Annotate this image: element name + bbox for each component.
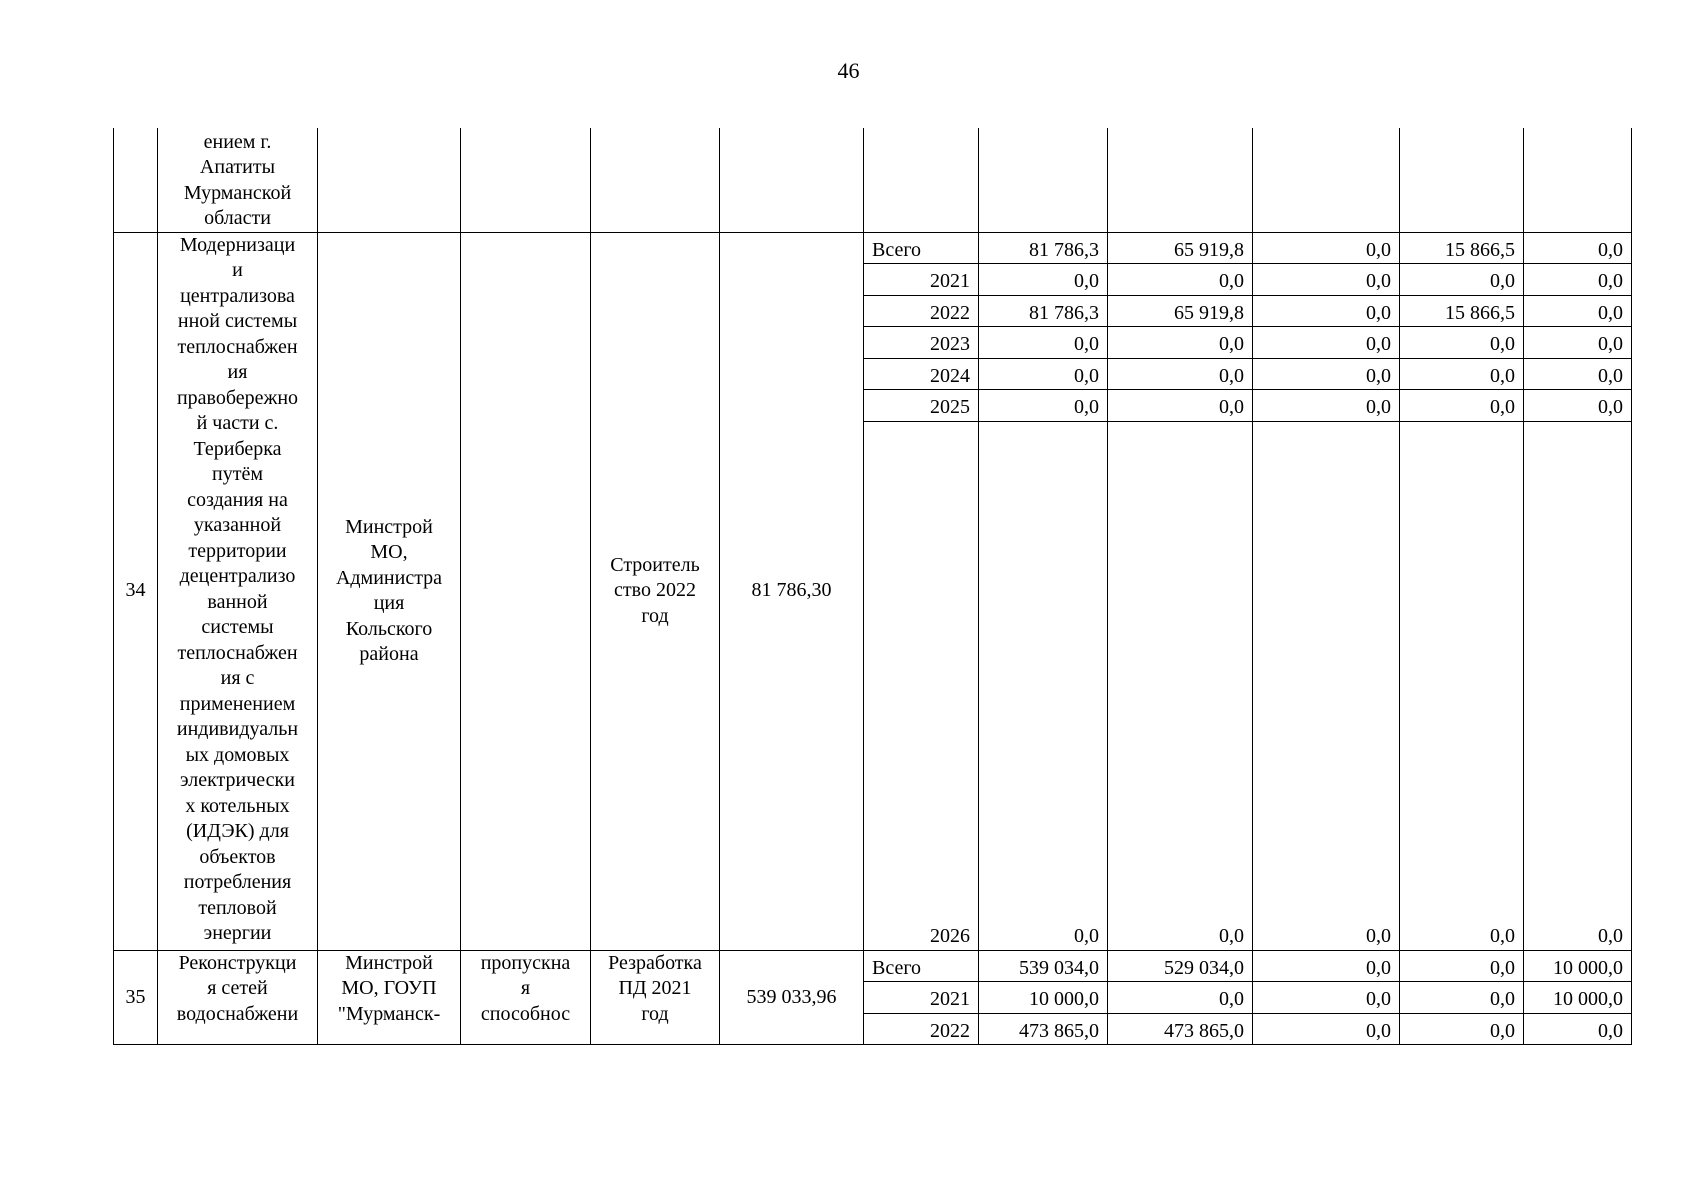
- cell-value-5: 0,0: [1524, 264, 1632, 296]
- investment-table: [113, 128, 1632, 1045]
- cell-value-1: 0,0: [979, 421, 1108, 950]
- cell-value-2: 0,0: [1108, 390, 1253, 422]
- cell-value-2: 0,0: [1108, 358, 1253, 390]
- cell-value-3: 0,0: [1253, 421, 1400, 950]
- cell-value-5: 0,0: [1524, 1013, 1632, 1045]
- cell-capacity: [461, 128, 591, 232]
- cell-value-3: 0,0: [1253, 982, 1400, 1014]
- cell-value-1: [979, 128, 1108, 232]
- cell-value-4: 0,0: [1400, 1013, 1524, 1045]
- cell-value-2: 0,0: [1108, 264, 1253, 296]
- cell-year: 2021: [864, 982, 979, 1014]
- cell-value-1: 539 034,0: [979, 950, 1108, 982]
- cell-year: Всего: [864, 950, 979, 982]
- cell-stage: Резработка ПД 2021 год: [591, 950, 720, 1045]
- cell-value-1: 10 000,0: [979, 982, 1108, 1014]
- cell-value-5: 0,0: [1524, 421, 1632, 950]
- page-number: 46: [837, 58, 860, 83]
- cell-value-4: 0,0: [1400, 358, 1524, 390]
- cell-value-3: [1253, 128, 1400, 232]
- cell-executor: [318, 128, 461, 232]
- cell-value-1: 0,0: [979, 327, 1108, 359]
- cell-num: 34: [114, 232, 158, 950]
- cell-year: 2021: [864, 264, 979, 296]
- cell-value-5: 0,0: [1524, 295, 1632, 327]
- cell-value-3: 0,0: [1253, 295, 1400, 327]
- cell-cost: 539 033,96: [720, 950, 864, 1045]
- cell-value-2: 65 919,8: [1108, 295, 1253, 327]
- cell-value-3: 0,0: [1253, 232, 1400, 264]
- cell-value-2: 0,0: [1108, 421, 1253, 950]
- cell-stage: [591, 128, 720, 232]
- cell-value-4: 0,0: [1400, 950, 1524, 982]
- cell-value-1: 0,0: [979, 264, 1108, 296]
- cell-year: 2025: [864, 390, 979, 422]
- cell-value-2: 529 034,0: [1108, 950, 1253, 982]
- cell-num: 35: [114, 950, 158, 1045]
- cell-value-2: 0,0: [1108, 982, 1253, 1014]
- cell-capacity: [461, 232, 591, 950]
- cell-value-5: 0,0: [1524, 390, 1632, 422]
- cell-object-name: Модернизаци и централизова нной системы теплоснабжен ия правобережно й части с. Териберка путём создания на указанной территории децентрализо ванной системы теплоснабжен ия с применением индивидуальн ых домовых электрически х котельных (ИДЭК) для объектов потребления тепловой энергии: [158, 232, 318, 950]
- cell-value-4: 0,0: [1400, 982, 1524, 1014]
- cell-value-3: 0,0: [1253, 358, 1400, 390]
- cell-value-5: 10 000,0: [1524, 982, 1632, 1014]
- cell-stage: Строитель ство 2022 год: [591, 232, 720, 950]
- cell-executor: Минстрой МО, Администра ция Кольского района: [318, 232, 461, 950]
- cell-num: [114, 128, 158, 232]
- cell-value-1: 473 865,0: [979, 1013, 1108, 1045]
- cell-value-3: 0,0: [1253, 264, 1400, 296]
- cell-year: 2026: [864, 421, 979, 950]
- cell-value-4: 15 866,5: [1400, 232, 1524, 264]
- cell-capacity: пропускна я способнос: [461, 950, 591, 1045]
- cell-year: 2024: [864, 358, 979, 390]
- table-row: [114, 232, 1632, 264]
- cell-executor: Минстрой МО, ГОУП "Мурманск-: [318, 950, 461, 1045]
- cell-value-3: 0,0: [1253, 390, 1400, 422]
- cell-value-2: 65 919,8: [1108, 232, 1253, 264]
- cell-value-5: 0,0: [1524, 232, 1632, 264]
- cell-value-3: 0,0: [1253, 950, 1400, 982]
- cell-value-4: [1400, 128, 1524, 232]
- cell-value-4: 15 866,5: [1400, 295, 1524, 327]
- cell-value-3: 0,0: [1253, 327, 1400, 359]
- cell-year: 2022: [864, 1013, 979, 1045]
- cell-value-5: 0,0: [1524, 327, 1632, 359]
- cell-value-1: 81 786,3: [979, 295, 1108, 327]
- cell-year: 2022: [864, 295, 979, 327]
- cell-value-1: 0,0: [979, 390, 1108, 422]
- cell-value-3: 0,0: [1253, 1013, 1400, 1045]
- cell-cost: 81 786,30: [720, 232, 864, 950]
- cell-object-name: ением г. Апатиты Мурманской области: [158, 128, 318, 232]
- cell-cost: [720, 128, 864, 232]
- cell-object-name: Реконструкци я сетей водоснабжени: [158, 950, 318, 1045]
- cell-year: 2023: [864, 327, 979, 359]
- cell-year: Всего: [864, 232, 979, 264]
- table-row: [114, 950, 1632, 982]
- cell-value-4: 0,0: [1400, 327, 1524, 359]
- cell-value-4: 0,0: [1400, 421, 1524, 950]
- cell-value-4: 0,0: [1400, 264, 1524, 296]
- table-row-continuation: [114, 128, 1632, 232]
- cell-value-2: [1108, 128, 1253, 232]
- cell-value-4: 0,0: [1400, 390, 1524, 422]
- cell-value-2: 0,0: [1108, 327, 1253, 359]
- cell-value-5: [1524, 128, 1632, 232]
- cell-value-5: 0,0: [1524, 358, 1632, 390]
- cell-value-1: 81 786,3: [979, 232, 1108, 264]
- cell-value-5: 10 000,0: [1524, 950, 1632, 982]
- cell-year: [864, 128, 979, 232]
- cell-value-1: 0,0: [979, 358, 1108, 390]
- cell-value-2: 473 865,0: [1108, 1013, 1253, 1045]
